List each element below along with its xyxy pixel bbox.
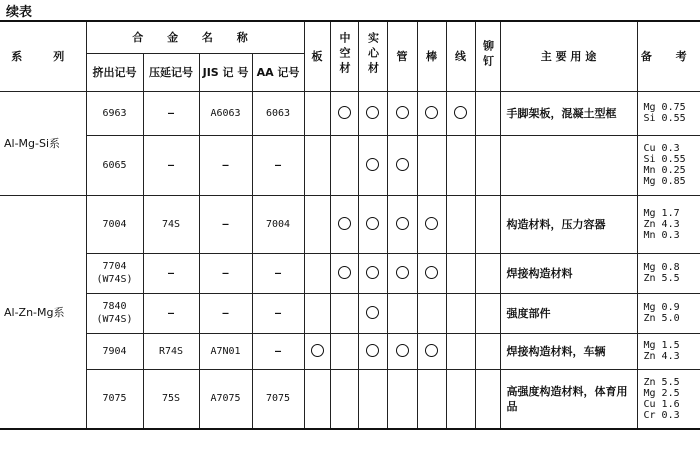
hollow-cell xyxy=(330,333,358,369)
extrusion-code-cell: 7704 (W74S) xyxy=(86,253,143,293)
table-row xyxy=(0,195,700,253)
rolling-code-cell: — xyxy=(143,293,199,333)
composition-entry: Si 0.55 xyxy=(643,113,686,124)
header-hollow: 中空材 xyxy=(338,32,351,78)
aa-code-cell: 7075 xyxy=(252,369,304,429)
wire-cell xyxy=(446,253,475,293)
jis-code-cell: — xyxy=(199,135,252,195)
composition-entry: Mg 0.85 xyxy=(643,176,686,187)
aa-code-cell: 6063 xyxy=(252,91,304,135)
header-main-use: 主 要 用 途 xyxy=(500,21,637,91)
main-use-cell: 构造材料，压力容器 xyxy=(500,195,637,253)
series-label: Al-Mg-Si系 xyxy=(0,91,86,195)
rivet-cell xyxy=(475,293,500,333)
circle-mark xyxy=(396,217,409,230)
composition-entry: Cu 0.3 xyxy=(643,143,680,154)
extrusion-code-cell: 7904 xyxy=(86,333,143,369)
rod-cell xyxy=(417,333,446,369)
composition-entry: Mn 0.25 xyxy=(643,165,686,176)
circle-mark xyxy=(425,217,438,230)
remarks-cell xyxy=(637,293,700,333)
circle-mark xyxy=(338,217,351,230)
wire-cell xyxy=(446,333,475,369)
circle-mark xyxy=(396,266,409,279)
solid-cell xyxy=(358,293,387,333)
hollow-cell xyxy=(330,293,358,333)
plate-cell xyxy=(304,333,330,369)
composition-entry: Mg 1.5 xyxy=(643,340,680,351)
circle-mark xyxy=(396,106,409,119)
tube-cell xyxy=(387,195,417,253)
table-row xyxy=(0,135,700,195)
wire-cell xyxy=(446,135,475,195)
table-row xyxy=(0,369,700,429)
rivet-cell xyxy=(475,135,500,195)
tube-cell xyxy=(387,135,417,195)
table-caption: 续表 xyxy=(6,5,33,20)
composition-entry: Mg 0.8 xyxy=(643,262,680,273)
circle-mark xyxy=(366,158,379,171)
circle-mark xyxy=(311,344,324,357)
plate-cell xyxy=(304,91,330,135)
alloy-table xyxy=(0,20,700,430)
solid-cell xyxy=(358,91,387,135)
hollow-cell xyxy=(330,91,358,135)
composition-entry: Zn 5.0 xyxy=(643,313,680,324)
wire-cell xyxy=(446,369,475,429)
tube-cell xyxy=(387,333,417,369)
extrusion-code-cell: 6065 xyxy=(86,135,143,195)
circle-mark xyxy=(366,306,379,319)
composition-entry: Zn 4.3 xyxy=(643,351,680,362)
main-use-cell: 焊接构造材料 xyxy=(500,253,637,293)
composition-entry: Zn 5.5 xyxy=(643,273,680,284)
table-row xyxy=(0,333,700,369)
aa-code-cell: — xyxy=(252,293,304,333)
rivet-cell xyxy=(475,195,500,253)
header-series: 系 列 xyxy=(0,21,86,91)
table-row xyxy=(0,293,700,333)
circle-mark xyxy=(366,344,379,357)
composition-entry: Cu 1.6 xyxy=(643,398,680,410)
tube-cell xyxy=(387,293,417,333)
rod-cell xyxy=(417,369,446,429)
solid-cell xyxy=(358,369,387,429)
extrusion-code-cell: 7004 xyxy=(86,195,143,253)
hollow-cell xyxy=(330,135,358,195)
rolling-code-cell: 75S xyxy=(143,369,199,429)
remarks-cell xyxy=(637,91,700,135)
composition-entry: Mg 0.9 xyxy=(643,302,680,313)
solid-cell xyxy=(358,333,387,369)
rod-cell xyxy=(417,135,446,195)
main-use-cell: 手脚架板，混凝土型框 xyxy=(500,91,637,135)
aa-code-cell: 7004 xyxy=(252,195,304,253)
rolling-code-cell: R74S xyxy=(143,333,199,369)
solid-cell xyxy=(358,253,387,293)
circle-mark xyxy=(425,106,438,119)
aa-code-cell: — xyxy=(252,135,304,195)
aa-code-cell: — xyxy=(252,253,304,293)
plate-cell xyxy=(304,293,330,333)
main-use-cell: 高强度构造材料，体育用品 xyxy=(500,369,637,429)
jis-code-cell: — xyxy=(199,293,252,333)
tube-cell xyxy=(387,253,417,293)
composition-entry: Cr 0.3 xyxy=(643,409,680,421)
composition-entry: Mn 0.3 xyxy=(643,229,680,241)
rolling-code-cell: — xyxy=(143,135,199,195)
composition-entry: Mg 2.5 xyxy=(643,387,680,399)
wire-cell xyxy=(446,91,475,135)
tube-cell xyxy=(387,91,417,135)
jis-code-cell: A6063 xyxy=(199,91,252,135)
circle-mark xyxy=(396,344,409,357)
circle-mark xyxy=(338,106,351,119)
circle-mark xyxy=(454,106,467,119)
main-use-cell: 焊接构造材料，车辆 xyxy=(500,333,637,369)
solid-cell xyxy=(358,135,387,195)
remarks-cell xyxy=(637,333,700,369)
remarks-cell xyxy=(637,253,700,293)
rivet-cell xyxy=(475,91,500,135)
circle-mark xyxy=(338,266,351,279)
wire-cell xyxy=(446,195,475,253)
rolling-code-cell: — xyxy=(143,91,199,135)
jis-code-cell: A7075 xyxy=(199,369,252,429)
remarks-cell xyxy=(637,369,700,429)
composition-entry: Si 0.55 xyxy=(643,154,686,165)
aa-code-cell: — xyxy=(252,333,304,369)
header-aa-code: AA 记号 xyxy=(252,53,304,91)
rod-cell xyxy=(417,91,446,135)
rod-cell xyxy=(417,293,446,333)
rolling-code-cell: — xyxy=(143,253,199,293)
extrusion-code-cell: 7075 xyxy=(86,369,143,429)
rivet-cell xyxy=(475,253,500,293)
header-remarks: 备 考 xyxy=(637,21,700,91)
solid-cell xyxy=(358,195,387,253)
header-extrusion-code: 挤出记号 xyxy=(86,53,143,91)
header-alloy-name: 合 金 名 称 xyxy=(86,21,304,53)
header-plate: 板 xyxy=(304,21,330,91)
circle-mark xyxy=(366,106,379,119)
extrusion-code-cell: 7840 (W74S) xyxy=(86,293,143,333)
header-rod: 棒 xyxy=(417,21,446,91)
hollow-cell xyxy=(330,253,358,293)
header-tube: 管 xyxy=(387,21,417,91)
remarks-cell xyxy=(637,135,700,195)
plate-cell xyxy=(304,195,330,253)
main-use-cell xyxy=(500,135,637,195)
circle-mark xyxy=(366,266,379,279)
hollow-cell xyxy=(330,369,358,429)
rivet-cell xyxy=(475,333,500,369)
composition-entry: Mg 0.75 xyxy=(643,102,686,113)
hollow-cell xyxy=(330,195,358,253)
circle-mark xyxy=(425,266,438,279)
circle-mark xyxy=(425,344,438,357)
circle-mark xyxy=(366,217,379,230)
plate-cell xyxy=(304,135,330,195)
rod-cell xyxy=(417,195,446,253)
table-row xyxy=(0,91,700,135)
remarks-cell xyxy=(637,195,700,253)
jis-code-cell: — xyxy=(199,195,252,253)
extrusion-code-cell: 6963 xyxy=(86,91,143,135)
jis-code-cell: — xyxy=(199,253,252,293)
header-solid: 实心材 xyxy=(366,32,380,78)
tube-cell xyxy=(387,369,417,429)
rod-cell xyxy=(417,253,446,293)
rolling-code-cell: 74S xyxy=(143,195,199,253)
rivet-cell xyxy=(475,369,500,429)
composition-entry: Mg 1.7 xyxy=(643,207,680,219)
table-row xyxy=(0,253,700,293)
plate-cell xyxy=(304,253,330,293)
series-label: Al-Zn-Mg系 xyxy=(0,195,86,429)
composition-entry: Zn 5.5 xyxy=(643,376,680,388)
wire-cell xyxy=(446,293,475,333)
header-jis-code: JIS 记 号 xyxy=(199,53,252,91)
header-rivet: 铆钉 xyxy=(481,39,495,70)
composition-entry: Zn 4.3 xyxy=(643,218,680,230)
main-use-cell: 强度部件 xyxy=(500,293,637,333)
circle-mark xyxy=(396,158,409,171)
header-wire: 线 xyxy=(446,21,475,91)
header-rolling-code: 压延记号 xyxy=(143,53,199,91)
plate-cell xyxy=(304,369,330,429)
jis-code-cell: A7N01 xyxy=(199,333,252,369)
